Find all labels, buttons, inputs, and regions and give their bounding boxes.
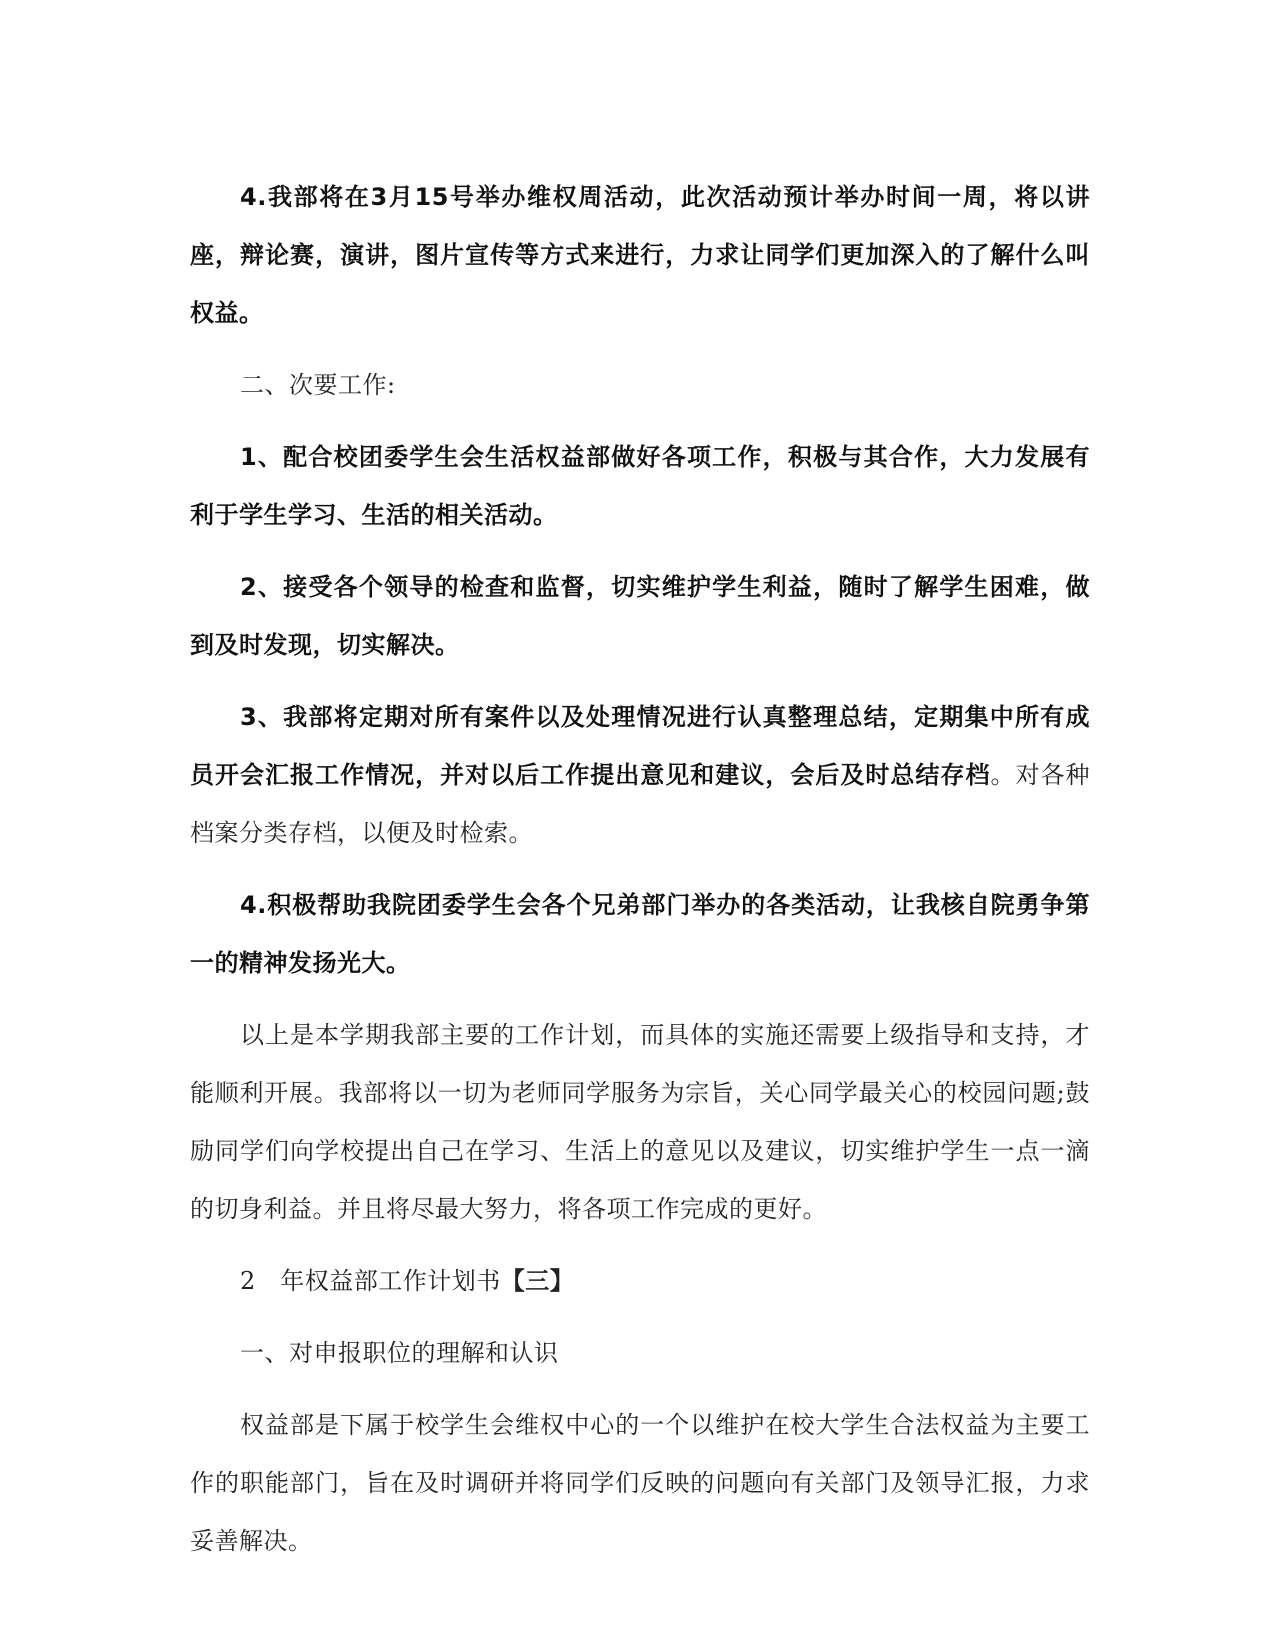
section-title-bracket: 【三】 xyxy=(500,1267,575,1295)
heading-secondary-work: 二、次要工作: xyxy=(240,371,396,399)
paragraph-item-3-plain: 。对各种档案分类存档，以便及时检索。 xyxy=(190,761,1091,847)
paragraph-item-2: 2、接受各个领导的检查和监督，切实维护学生利益，随时了解学生困难，做到及时发现，切实解决。 xyxy=(190,573,1090,659)
paragraph-item-1: 1、配合校团委学生会生活权益部做好各项工作，积极与其合作，大力发展有利于学生学习、生活的相关活动。 xyxy=(190,443,1090,529)
paragraph-department-description: 权益部是下属于校学生会维权中心的一个以维护在校大学生合法权益为主要工作的职能部门，旨在及时调研并将同学们反映的问题向有关部门及领导汇报，力求妥善解决。 xyxy=(190,1411,1090,1555)
paragraph-item-3-bold: 3、我部将定期对所有案件以及处理情况进行认真整理总结，定期集中所有成员开会汇报工作情况，并对以后工作提出意见和建议，会后及时总结存档 xyxy=(190,703,1090,789)
paragraph-item-3 xyxy=(190,688,1090,862)
paragraph-item-4: 4.积极帮助我院团委学生会各个兄弟部门举办的各类活动，让我核自院勇争第一的精神发扬光大。 xyxy=(190,891,1090,977)
paragraph-rights-week: 4.我部将在3月15号举办维权周活动，此次活动预计举办时间一周，将以讲座，辩论赛，演讲，图片宣传等方式来进行，力求让同学们更加深入的了解什么叫权益。 xyxy=(190,183,1090,327)
paragraph-summary: 以上是本学期我部主要的工作计划，而具体的实施还需要上级指导和支持，才能顺利开展。我部将以一切为老师同学服务为宗旨，关心同学最关心的校园问题;鼓励同学们向学校提出自己在学习、生活上的意见以及建议，切实维护学生一点一滴的切身利益。并且将尽最大努力，将各项工作完成的更好。 xyxy=(190,1021,1090,1223)
section-title-text: 2 年权益部工作计划书 xyxy=(240,1267,501,1295)
document-body xyxy=(190,168,1090,1584)
heading-position-understanding: 一、对申报职位的理解和认识 xyxy=(240,1339,559,1367)
section-title-plan-three xyxy=(190,1252,1090,1310)
